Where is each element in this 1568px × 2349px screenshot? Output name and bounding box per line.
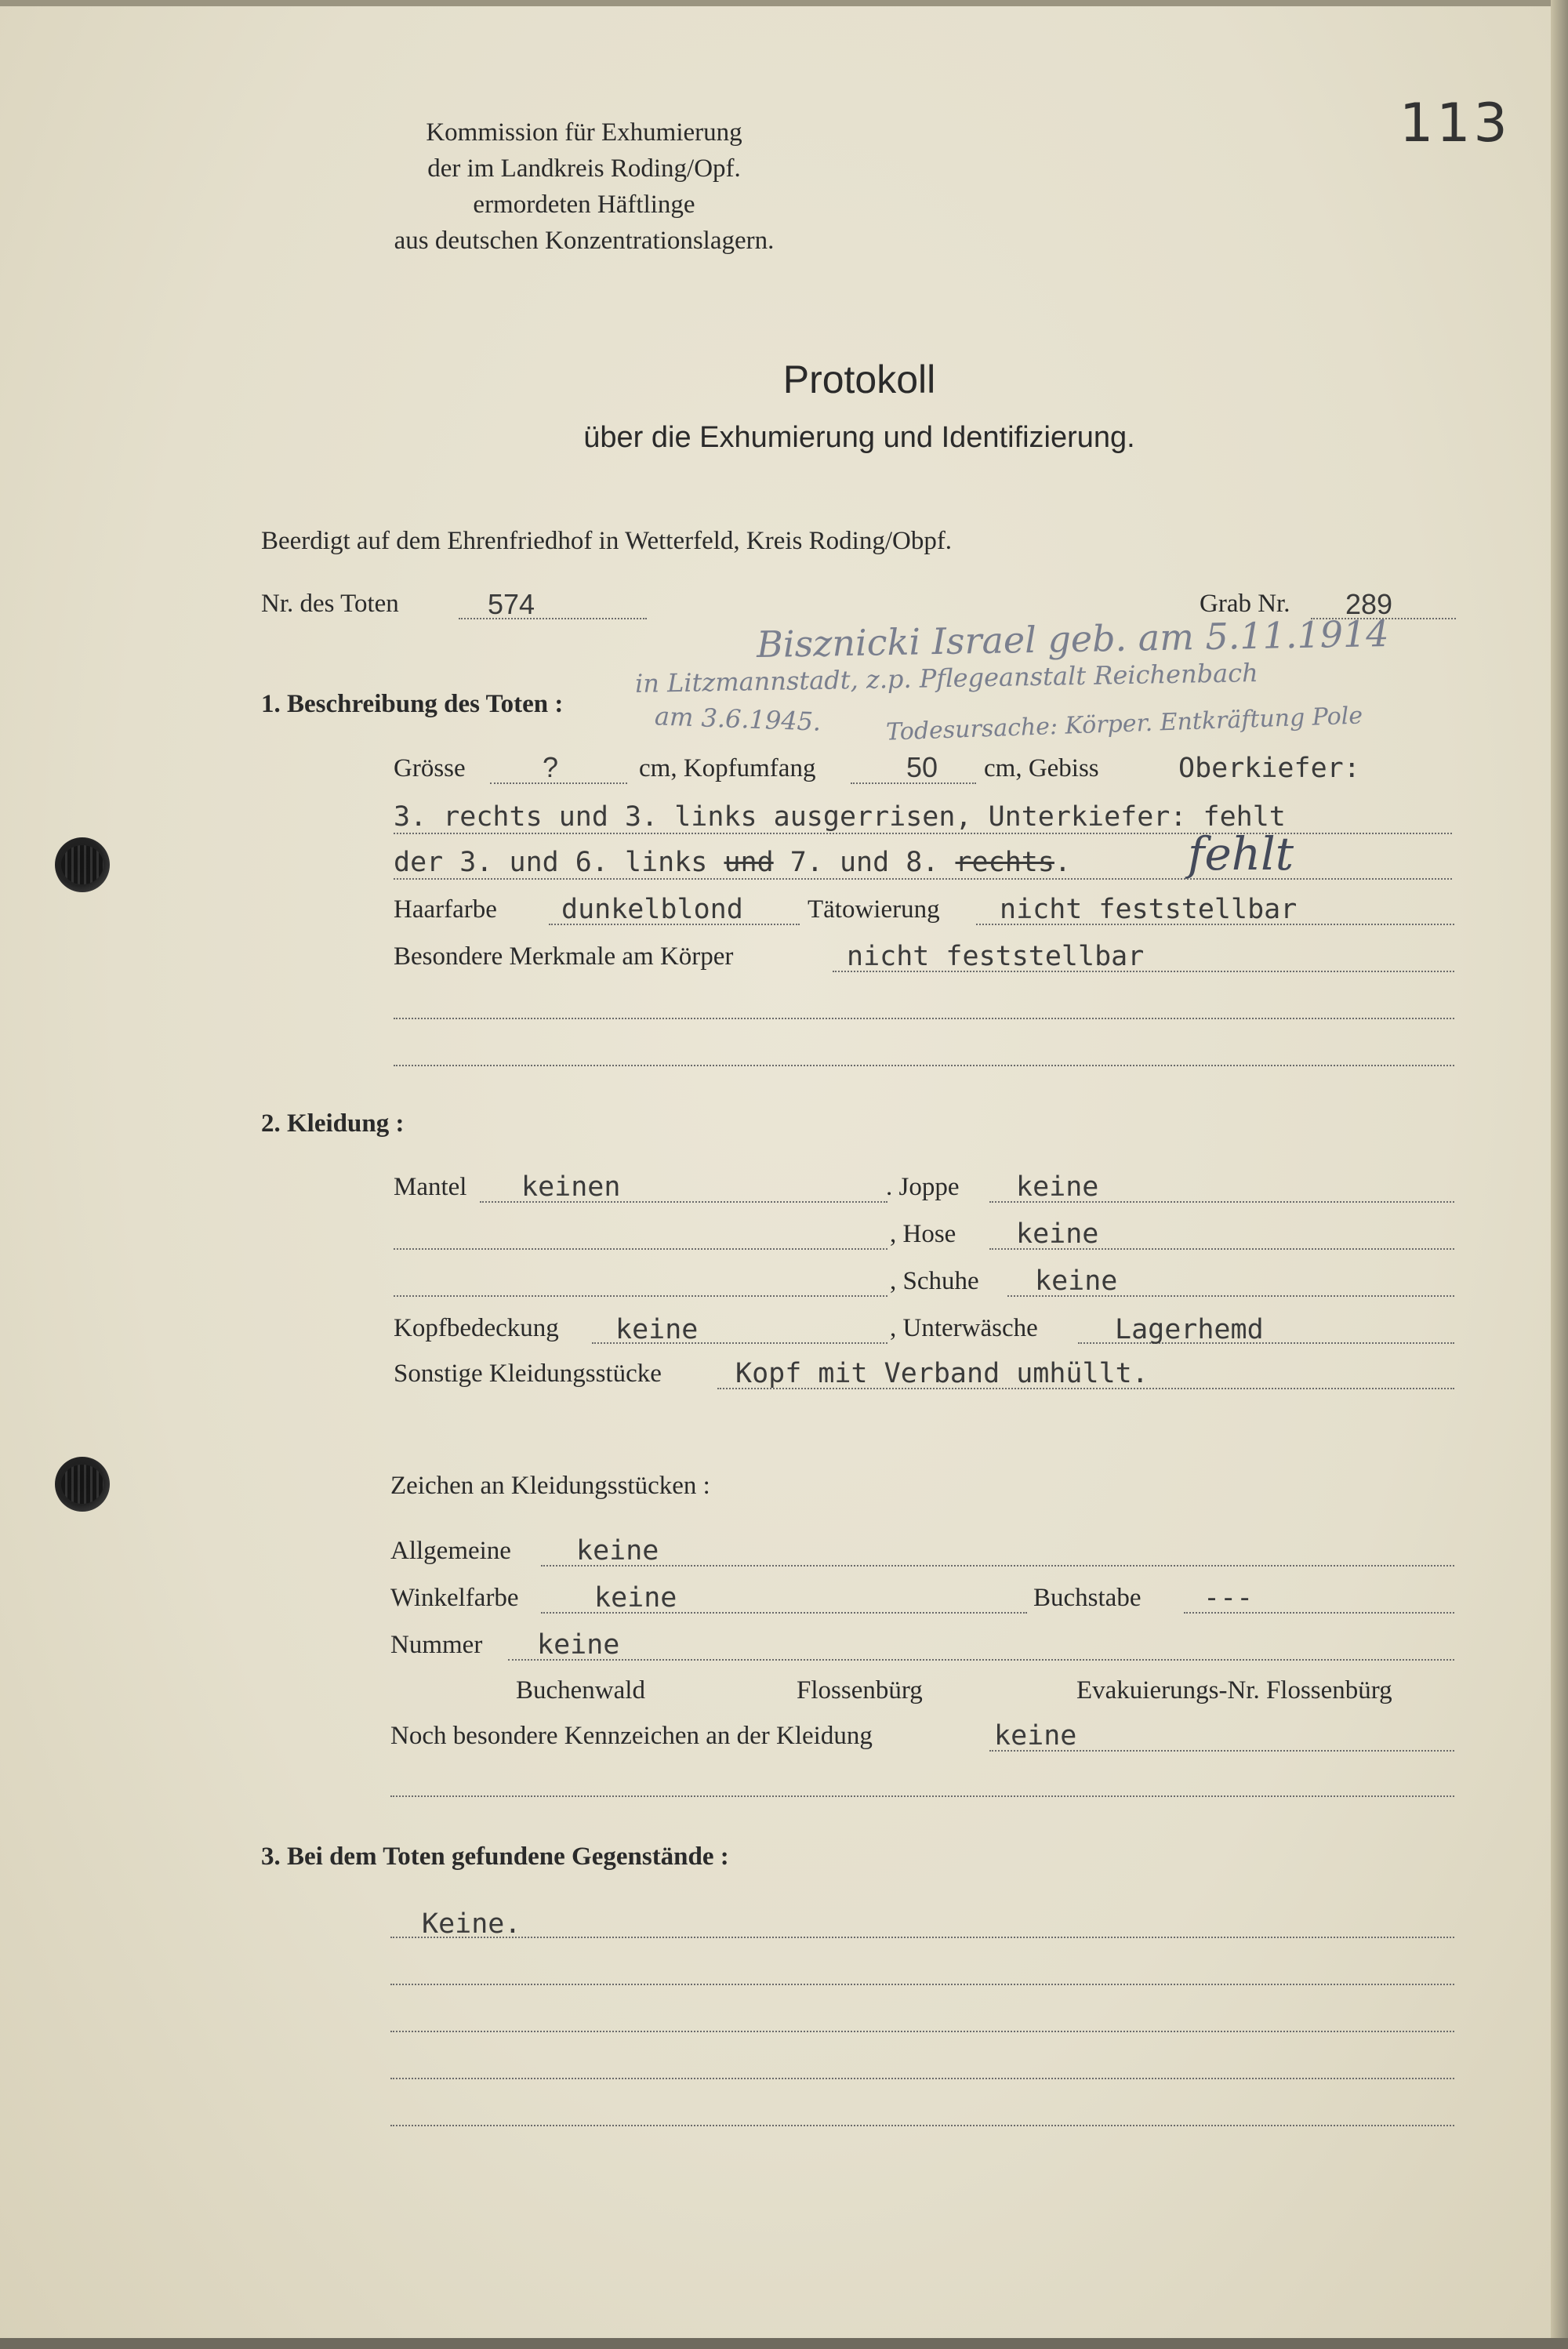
org-line-4: aus deutschen Konzentrationslagern.: [394, 227, 775, 255]
unterwaesche-label: , Unterwäsche: [890, 1314, 1038, 1342]
paper-edge-right: [1551, 0, 1568, 2349]
handwritten-birthplace: in Litzmannstadt, z.p. Pflegeanstalt Reichenbach: [634, 658, 1259, 699]
sonstige-label: Sonstige Kleidungsstücke: [394, 1360, 662, 1388]
tattoo-value: nicht feststellbar: [1000, 894, 1298, 925]
column-evakuierungs-nr: Evakuierungs-Nr. Flossenbürg: [1076, 1676, 1392, 1705]
sonstige-value: Kopf mit Verband umhüllt.: [735, 1358, 1149, 1389]
hose-value: keine: [1016, 1218, 1099, 1250]
dead-no-value: 574: [488, 588, 535, 620]
handwritten-cause: Todesursache: Körper. Entkräftung Pole: [885, 702, 1363, 746]
schuhe-value: keine: [1035, 1265, 1118, 1297]
handwritten-death-date: am 3.6.1945.: [654, 701, 822, 737]
punch-hole-upper: [55, 837, 110, 892]
teeth-struck-und: und: [724, 847, 774, 878]
mantel-value: keinen: [521, 1171, 621, 1203]
teeth-line-3b: 7. und 8.: [789, 847, 939, 878]
org-line-3: ermordeten Häftlinge: [473, 191, 695, 219]
paper-edge-top: [0, 0, 1568, 6]
winkelfarbe-label: Winkelfarbe: [390, 1584, 519, 1612]
teeth-line-3: [394, 847, 1071, 878]
hair-label: Haarfarbe: [394, 895, 497, 924]
page-title: Protokoll: [782, 358, 936, 401]
column-buchenwald: Buchenwald: [516, 1676, 645, 1705]
height-label: Grösse: [394, 754, 466, 782]
nummer-value: keine: [537, 1629, 620, 1661]
noch-value: keine: [994, 1720, 1077, 1752]
punch-hole-lower: [55, 1457, 110, 1512]
schuhe-label: , Schuhe: [890, 1267, 979, 1295]
org-line-2: der im Landkreis Roding/Opf.: [427, 154, 741, 183]
handwritten-fehlt: fehlt: [1188, 827, 1294, 880]
buchstabe-label: Buchstabe: [1033, 1584, 1142, 1612]
grave-no-value: 289: [1345, 588, 1393, 620]
burial-text: Beerdigt auf dem Ehrenfriedhof in Wetterfeld, Kreis Roding/Obpf.: [261, 527, 953, 555]
section-1-heading: 1. Beschreibung des Toten :: [261, 690, 564, 718]
teeth-line-2: 3. rechts und 3. links ausgerrisen, Unterkiefer: fehlt: [394, 801, 1286, 833]
marks-value: nicht feststellbar: [847, 941, 1145, 972]
marks-label: Besondere Merkmale am Körper: [394, 942, 734, 971]
dead-no-label: Nr. des Toten: [261, 590, 399, 618]
joppe-label: . Joppe: [886, 1173, 960, 1201]
kopfbedeckung-value: keine: [615, 1314, 699, 1345]
teeth-line-1: Oberkiefer:: [1178, 753, 1360, 784]
zeichen-label: Zeichen an Kleidungsstücken :: [390, 1472, 710, 1500]
teeth-struck-rechts: rechts: [955, 847, 1054, 878]
cm-gebiss-label: cm, Gebiss: [984, 754, 1099, 782]
grave-no-label: Grab Nr.: [1200, 590, 1290, 618]
section-2-heading: 2. Kleidung :: [261, 1109, 405, 1138]
allgemeine-label: Allgemeine: [390, 1537, 511, 1565]
mantel-label: Mantel: [394, 1173, 467, 1201]
unterwaesche-value: Lagerhemd: [1115, 1314, 1264, 1345]
joppe-value: keine: [1016, 1171, 1099, 1203]
hair-value: dunkelblond: [561, 894, 743, 925]
winkelfarbe-value: keine: [594, 1582, 677, 1614]
noch-label: Noch besondere Kennzeichen an der Kleidung: [390, 1722, 873, 1750]
nummer-label: Nummer: [390, 1631, 483, 1659]
page-subtitle: über die Exhumierung und Identifizierung.: [583, 421, 1135, 454]
allgemeine-value: keine: [576, 1535, 659, 1567]
height-value: ?: [543, 751, 559, 783]
org-line-1: Kommission für Exhumierung: [426, 118, 742, 147]
column-flossenbuerg: Flossenbürg: [797, 1676, 923, 1705]
handwritten-name: Bisznicki Israel geb. am 5.11.1914: [756, 612, 1389, 666]
head-circumference-value: 50: [906, 751, 938, 783]
cm-kopfumfang-label: cm, Kopfumfang: [639, 754, 816, 782]
section-3-heading: 3. Bei dem Toten gefundene Gegenstände :: [261, 1843, 729, 1871]
hose-label: , Hose: [890, 1220, 956, 1248]
section-3-value: Keine.: [422, 1908, 521, 1940]
kopfbedeckung-label: Kopfbedeckung: [394, 1314, 559, 1342]
teeth-line-3c: .: [1054, 847, 1071, 878]
paper-edge-bottom: [0, 2338, 1568, 2349]
tattoo-label: Tätowierung: [808, 895, 940, 924]
teeth-line-3a: der 3. und 6. links: [394, 847, 708, 878]
page-number: 113: [1399, 93, 1511, 154]
buchstabe-value: ---: [1203, 1582, 1254, 1614]
